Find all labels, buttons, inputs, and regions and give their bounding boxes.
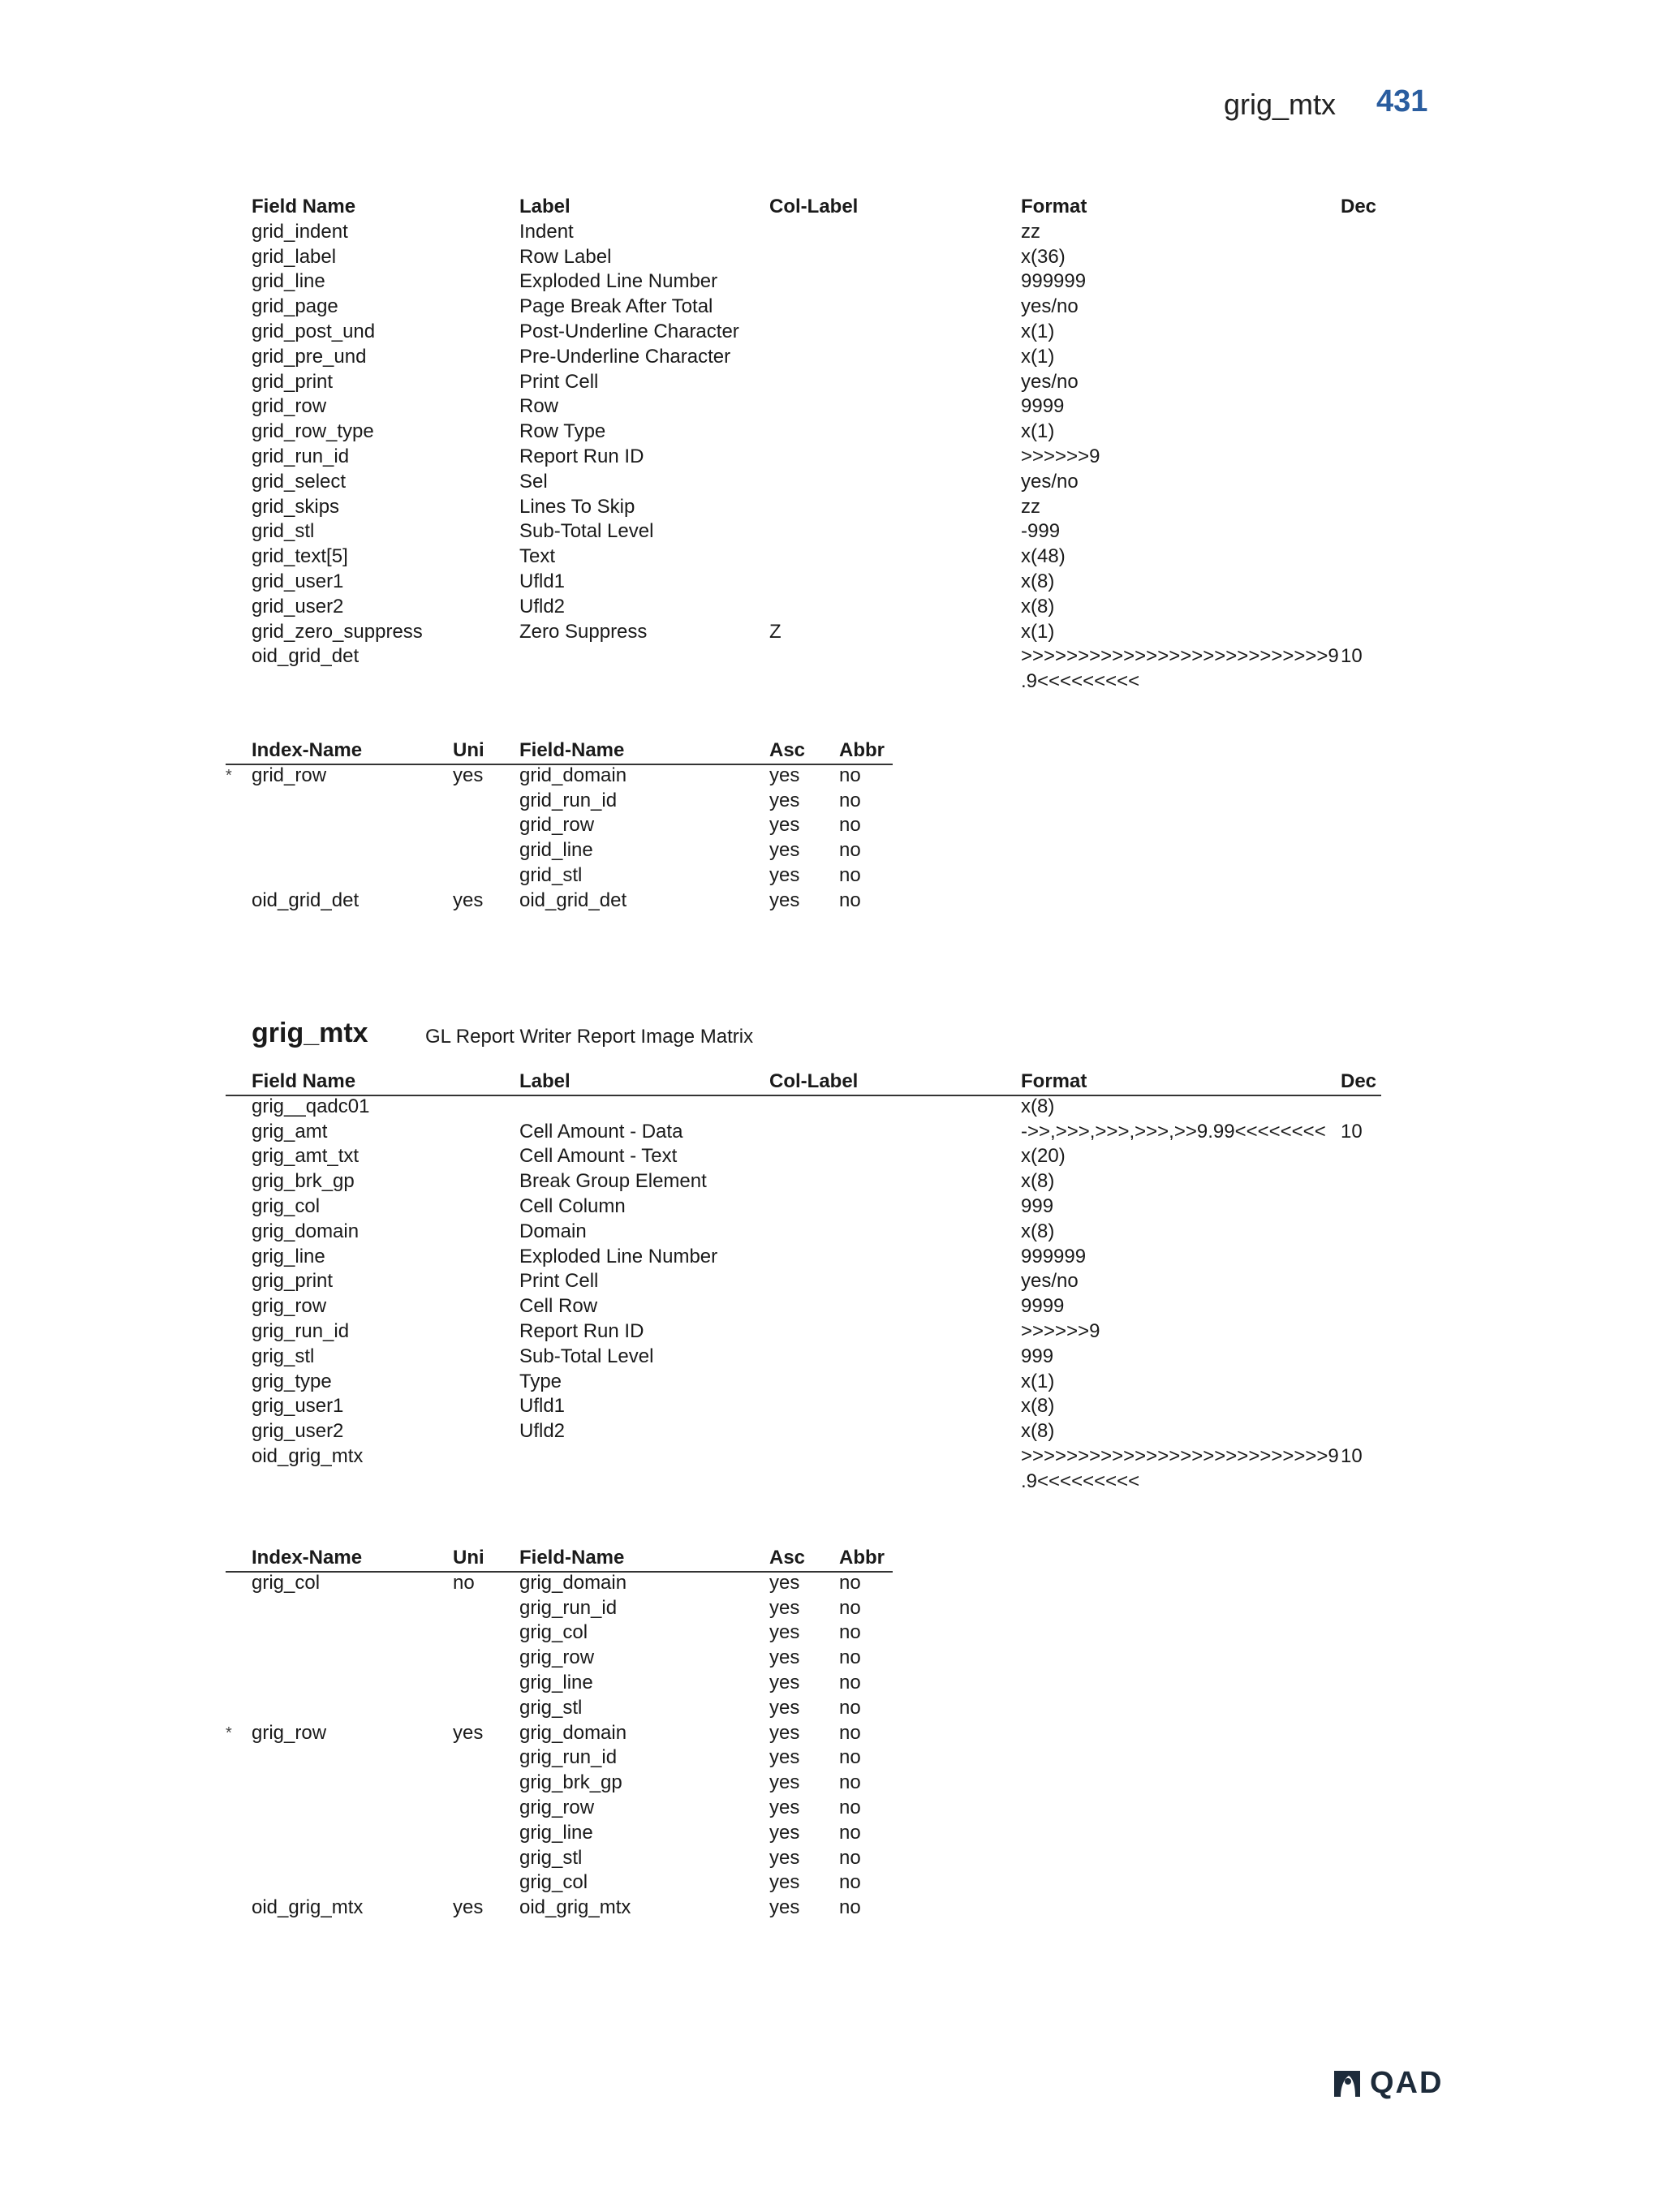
table-row [0,1771,1662,1796]
index-field-name: grig_domain [519,1721,627,1744]
table-row [0,764,1662,789]
field-label: Sel [519,470,548,493]
table-row [0,1620,1662,1646]
field-label: Row [519,395,559,418]
field-format [1021,1444,1339,1495]
field-label: Report Run ID [519,1319,644,1342]
table-row [0,269,1662,295]
index-name: grig_col [252,1571,321,1594]
field-name: grid_select [252,470,347,493]
index-ascending: yes [769,764,800,786]
field-format-line2: .9<<<<<<<<< [1021,1470,1140,1492]
table-row [0,889,1662,914]
field-label: Cell Amount - Text [519,1145,678,1168]
index-ascending: yes [769,1746,800,1769]
field-format: x(1) [1021,320,1055,342]
index-abbreviated: no [839,789,861,811]
field-name: grig_brk_gp [252,1170,355,1193]
field-label: Page Break After Total [519,295,713,318]
field-label: Post-Underline Character [519,320,739,342]
field-format: x(8) [1021,1170,1055,1193]
index-abbreviated: no [839,1721,861,1744]
table-header-row [0,1546,1662,1571]
qad-logo [1331,2068,1453,2100]
field-name: grid_user2 [252,595,344,618]
index-unique: no [453,1571,475,1594]
field-format: 999999 [1021,1245,1087,1267]
field-name: grig_row [252,1295,327,1318]
table-row [0,1345,1662,1370]
field-format: >>>>>>9 [1021,445,1100,467]
table-row [0,595,1662,620]
field-name: grig_amt_txt [252,1145,360,1168]
table-row [0,1745,1662,1771]
table-title-block [0,1018,1662,1050]
field-format: x(36) [1021,245,1066,268]
index-field-name: oid_grig_mtx [519,1896,631,1919]
primary-index-marker: * [226,1724,232,1742]
index-field-name: grig_col [519,1621,588,1644]
field-name: grig__qadc01 [252,1095,370,1117]
table-row [0,1319,1662,1345]
page-number: 431 [1376,84,1428,118]
table-row [0,1370,1662,1395]
field-format-line2: .9<<<<<<<<< [1021,670,1140,693]
field-name: grid_post_und [252,320,376,342]
col-header-label: Label [519,1070,571,1092]
col-header-format: Format [1021,1070,1087,1092]
field-name: grid_stl [252,520,315,543]
index-ascending: yes [769,1571,800,1594]
index-name: oid_grig_mtx [252,1896,364,1919]
field-name: oid_grid_det [252,645,360,668]
col-header-abbr: Abbr [839,739,885,761]
index-ascending: yes [769,1696,800,1719]
index-name: grig_row [252,1721,327,1744]
table-row [0,320,1662,345]
field-label: Exploded Line Number [519,270,718,293]
table-row [0,1846,1662,1871]
running-header-title: grig_mtx [1224,88,1337,121]
field-name: grid_pre_und [252,345,367,368]
index-ascending: yes [769,889,800,911]
field-name: grid_skips [252,495,340,518]
field-label: Type [519,1370,562,1392]
index-ascending: yes [769,814,800,837]
index-ascending: yes [769,1871,800,1894]
index-ascending: yes [769,1896,800,1919]
field-label: Row Type [519,420,606,443]
table-row [0,1169,1662,1194]
table-row [0,1444,1662,1495]
field-format: x(8) [1021,1095,1055,1117]
col-header-field-name: Field Name [252,196,356,217]
index-field-name: grig_stl [519,1696,583,1719]
index-field-name: grid_run_id [519,789,618,811]
field-label: Exploded Line Number [519,1245,718,1267]
field-label: Indent [519,220,574,243]
index-abbreviated: no [839,814,861,837]
table-row [0,863,1662,889]
index-ascending: yes [769,1646,800,1669]
index-field-name: oid_grid_det [519,889,627,911]
table-row [0,1245,1662,1270]
table-row [0,644,1662,695]
index-field-name: grig_run_id [519,1746,618,1769]
col-header-col-label: Col-Label [769,196,859,217]
index-abbreviated: no [839,1821,861,1844]
qad-logo-icon [1331,2068,1363,2100]
page-header [0,84,1662,136]
table-header-row [0,195,1662,220]
index-abbreviated: no [839,1696,861,1719]
index-ascending: yes [769,839,800,862]
table-row [0,495,1662,520]
table-row [0,813,1662,838]
field-label: Pre-Underline Character [519,345,731,368]
index-abbreviated: no [839,1671,861,1693]
field-label: Sub-Total Level [519,1345,654,1367]
table-row [0,1095,1662,1120]
index-field-name: grid_row [519,814,595,837]
table-row [0,1896,1662,1921]
index-field-name: grig_col [519,1871,588,1894]
index-ascending: yes [769,1621,800,1644]
field-name: grid_row_type [252,420,374,443]
table-row [0,470,1662,495]
col-header-uni: Uni [453,1547,484,1569]
field-name: grid_page [252,295,338,318]
field-format: x(8) [1021,595,1055,618]
grig-fields-table [0,1069,1662,1495]
field-dec: 10 [1341,1444,1363,1467]
index-abbreviated: no [839,1746,861,1769]
table-row [0,394,1662,420]
index-field-name: grig_stl [519,1846,583,1869]
field-label: Print Cell [519,1270,599,1293]
field-label: Sub-Total Level [519,520,654,543]
col-header-field-name: Field Name [252,1070,356,1092]
field-label: Text [519,545,556,568]
col-header-uni: Uni [453,739,484,761]
field-format: x(1) [1021,620,1055,643]
table-row [0,1721,1662,1746]
field-format-line1: >>>>>>>>>>>>>>>>>>>>>>>>>>>9 [1021,645,1339,668]
index-abbreviated: no [839,1621,861,1644]
field-format: 9999 [1021,395,1065,418]
field-format: 999 [1021,1194,1054,1217]
index-field-name: grid_stl [519,863,583,886]
field-name: grid_print [252,370,334,393]
field-format: x(8) [1021,1420,1055,1443]
col-header-dec: Dec [1341,196,1377,217]
field-name: grid_line [252,270,325,293]
table-row [0,245,1662,270]
field-format: x(8) [1021,1395,1055,1418]
index-name: oid_grid_det [252,889,360,911]
field-format: 999999 [1021,270,1087,293]
table-row [0,370,1662,395]
index-unique: yes [453,1896,484,1919]
table-row [0,1646,1662,1671]
field-name: grid_run_id [252,445,350,467]
field-format: x(8) [1021,1220,1055,1242]
index-name: grid_row [252,764,327,786]
field-name: grig_user1 [252,1395,344,1418]
index-field-name: grid_domain [519,764,627,786]
table-row [0,1571,1662,1596]
index-field-name: grig_line [519,1821,593,1844]
field-name: grig_domain [252,1220,360,1242]
index-abbreviated: no [839,1596,861,1619]
field-format: 9999 [1021,1295,1065,1318]
index-abbreviated: no [839,1646,861,1669]
index-abbreviated: no [839,889,861,911]
index-abbreviated: no [839,839,861,862]
index-abbreviated: no [839,764,861,786]
index-abbreviated: no [839,1771,861,1794]
table-row [0,838,1662,863]
field-name: grig_type [252,1370,332,1392]
field-format: ->>,>>>,>>>,>>>,>>9.99<<<<<<<< [1021,1120,1326,1143]
field-format: 999 [1021,1345,1054,1367]
field-format: yes/no [1021,370,1079,393]
field-label: Cell Row [519,1295,598,1318]
field-name: grig_col [252,1194,321,1217]
table-row [0,519,1662,544]
col-header-index-name: Index-Name [252,739,363,761]
field-name: grid_row [252,395,327,418]
field-format: x(1) [1021,1370,1055,1392]
index-unique: yes [453,764,484,786]
index-ascending: yes [769,1796,800,1818]
index-ascending: yes [769,1671,800,1693]
field-label: Print Cell [519,370,599,393]
index-field-name: grig_run_id [519,1596,618,1619]
grid-fields-table [0,195,1662,695]
field-name: oid_grig_mtx [252,1444,364,1467]
index-field-name: grig_row [519,1796,595,1818]
field-label: Report Run ID [519,445,644,467]
field-format: yes/no [1021,470,1079,493]
index-abbreviated: no [839,1571,861,1594]
index-abbreviated: no [839,1871,861,1894]
table-row [0,445,1662,470]
field-format: yes/no [1021,295,1079,318]
table-row [0,789,1662,814]
field-label: Domain [519,1220,587,1242]
col-header-col-label: Col-Label [769,1070,859,1092]
index-ascending: yes [769,789,800,811]
col-header-field-name: Field-Name [519,1547,625,1569]
col-header-format: Format [1021,196,1087,217]
table-row [0,570,1662,595]
field-label: Ufld1 [519,1395,566,1418]
table-description: GL Report Writer Report Image Matrix [425,1026,754,1048]
field-format: x(48) [1021,545,1066,568]
field-name: grig_stl [252,1345,315,1367]
field-format-line1: >>>>>>>>>>>>>>>>>>>>>>>>>>>9 [1021,1444,1339,1467]
field-name: grid_indent [252,220,348,243]
field-label: Cell Column [519,1194,626,1217]
col-header-label: Label [519,196,571,217]
field-format: zz [1021,495,1040,518]
field-label: Zero Suppress [519,620,648,643]
table-row [0,1796,1662,1821]
index-unique: yes [453,1721,484,1744]
table-row [0,1394,1662,1419]
col-header-asc: Asc [769,739,806,761]
table-row [0,1120,1662,1145]
col-header-abbr: Abbr [839,1547,885,1569]
field-format: x(1) [1021,420,1055,443]
field-name: grig_user2 [252,1420,344,1443]
field-format: x(20) [1021,1145,1066,1168]
index-abbreviated: no [839,1846,861,1869]
table-row [0,1294,1662,1319]
field-dec: 10 [1341,1120,1363,1143]
field-dec: 10 [1341,645,1363,668]
index-abbreviated: no [839,1896,861,1919]
field-name: grid_text[5] [252,545,348,568]
table-header-row [0,1069,1662,1095]
field-label: Lines To Skip [519,495,635,518]
field-name: grid_label [252,245,337,268]
index-field-name: grig_row [519,1646,595,1669]
table-row [0,1144,1662,1169]
index-ascending: yes [769,1771,800,1794]
field-format: >>>>>>9 [1021,1319,1100,1342]
index-abbreviated: no [839,1796,861,1818]
table-row [0,620,1662,645]
field-format: x(8) [1021,570,1055,592]
col-header-field-name: Field-Name [519,739,625,761]
col-header-dec: Dec [1341,1070,1377,1092]
field-label: Cell Amount - Data [519,1120,683,1143]
index-abbreviated: no [839,863,861,886]
grid-index-table [0,738,1662,914]
table-row [0,1194,1662,1220]
table-row [0,1220,1662,1245]
field-name: grig_run_id [252,1319,350,1342]
qad-logo-text: QAD [1370,2066,1444,2100]
index-unique: yes [453,889,484,911]
index-field-name: grig_domain [519,1571,627,1594]
table-row [0,420,1662,445]
table-row [0,220,1662,245]
index-ascending: yes [769,1596,800,1619]
table-row [0,1696,1662,1721]
index-ascending: yes [769,863,800,886]
table-header-row [0,738,1662,764]
col-header-asc: Asc [769,1547,806,1569]
table-row [0,1870,1662,1896]
field-label: Break Group Element [519,1170,707,1193]
index-ascending: yes [769,1846,800,1869]
primary-index-marker: * [226,766,232,785]
index-field-name: grig_brk_gp [519,1771,622,1794]
index-ascending: yes [769,1821,800,1844]
table-row [0,1821,1662,1846]
field-name: grig_print [252,1270,334,1293]
field-format [1021,644,1339,695]
field-format: x(1) [1021,345,1055,368]
table-row [0,1419,1662,1444]
table-row [0,1671,1662,1696]
field-label: Ufld2 [519,595,566,618]
field-name: grig_line [252,1245,325,1267]
table-name: grig_mtx [252,1018,368,1048]
table-row [0,345,1662,370]
index-field-name: grig_line [519,1671,593,1693]
table-row [0,295,1662,320]
field-label: Ufld1 [519,570,566,592]
table-row [0,1596,1662,1621]
field-format: yes/no [1021,1270,1079,1293]
field-format: -999 [1021,520,1061,543]
table-row [0,1269,1662,1294]
index-ascending: yes [769,1721,800,1744]
field-format: zz [1021,220,1040,243]
field-name: grid_zero_suppress [252,620,423,643]
field-col-label: Z [769,620,781,643]
field-name: grid_user1 [252,570,344,592]
table-row [0,544,1662,570]
field-label: Ufld2 [519,1420,566,1443]
index-field-name: grid_line [519,839,593,862]
field-name: grig_amt [252,1120,328,1143]
grig-index-table [0,1546,1662,1921]
field-label: Row Label [519,245,612,268]
col-header-index-name: Index-Name [252,1547,363,1569]
